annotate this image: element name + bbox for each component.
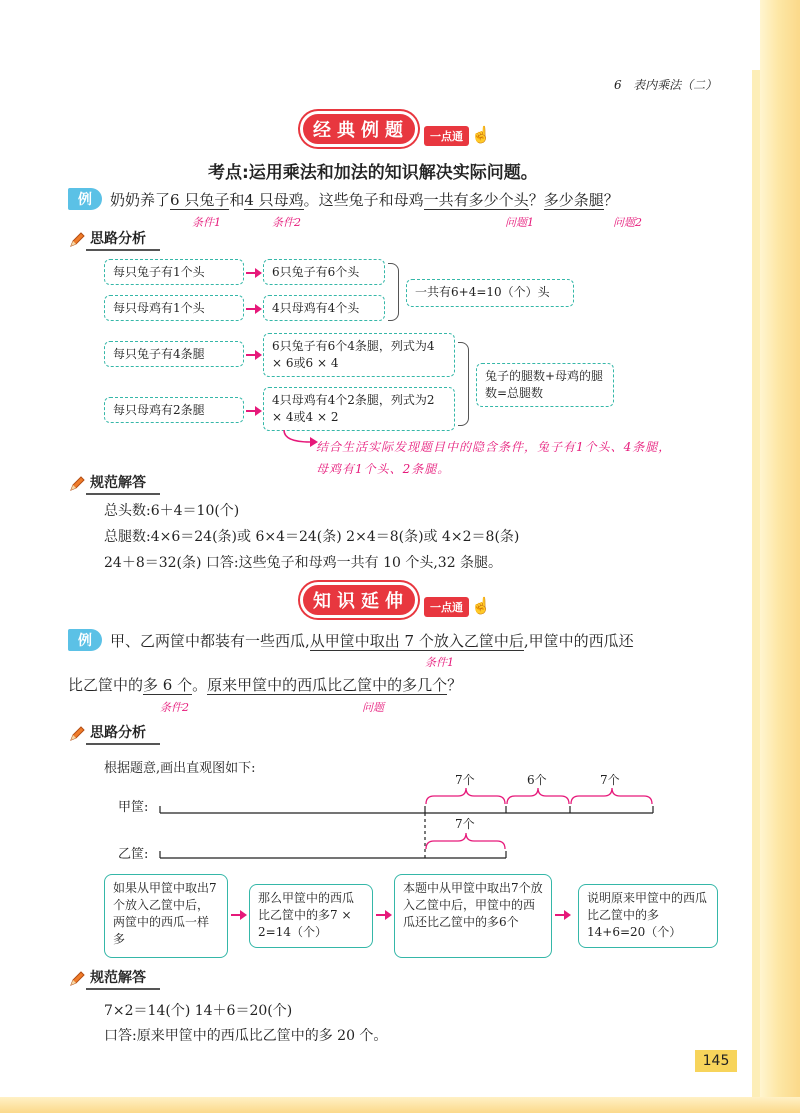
label-question-2: 问题2 xyxy=(613,216,642,229)
answer-line-3: 24＋8＝32(条) 口答:这些兔子和母鸡一共有 10 个头,32 条腿。 xyxy=(104,555,503,571)
condition-2-text: 4 只母鸡 xyxy=(244,190,304,209)
banner-tag: 知 识 延 伸 xyxy=(300,582,418,618)
example-2-question-line-1: 例 甲、乙两筐中都装有一些西瓜,从甲筐中取出 7 个放入乙筐中后,甲筐中的西瓜还 xyxy=(68,629,634,651)
section-answer-1: 规范解答 xyxy=(68,472,160,495)
pencil-icon xyxy=(68,475,86,493)
box-hen-head: 每只母鸡有1个头 xyxy=(104,295,244,321)
section-answer-2: 规范解答 xyxy=(68,967,160,990)
flow-step-1: 如果从甲筐中取出7个放入乙筐中后，两筐中的西瓜一样多 xyxy=(104,874,228,958)
label-question-1: 问题1 xyxy=(505,216,534,229)
flow-step-3: 本题中从甲筐中取出7个放入乙筐中后，甲筐中的西瓜还比乙筐中的多6个 xyxy=(394,874,552,958)
arrow-4 xyxy=(246,410,260,412)
page-edge-inner xyxy=(752,70,760,1113)
hand-pointer-icon: ☝ xyxy=(471,124,491,144)
page-number: 145 xyxy=(695,1050,737,1072)
flow-step-2: 那么甲筐中的西瓜比乙筐中的多7 × 2=14（个） xyxy=(249,884,373,948)
brace-seg4 xyxy=(426,833,505,849)
banner-subtitle: 一点通 xyxy=(424,126,469,146)
banner-subtitle: 一点通 xyxy=(424,597,469,617)
label-condition-1: 条件1 xyxy=(192,216,221,229)
label-condition-2: 条件2 xyxy=(272,216,301,229)
arrow-2 xyxy=(246,308,260,310)
banner-knowledge-extension xyxy=(300,583,491,617)
flow-arrow-2 xyxy=(376,914,390,916)
yi-basket-label: 乙筐: xyxy=(118,847,149,862)
brace-seg1 xyxy=(426,788,505,804)
segment-label-4: 7个 xyxy=(455,817,475,831)
box-hen-legs-total: 4只母鸡有4个2条腿，列式为2 × 4或4 × 2 xyxy=(263,387,455,431)
answer-line-1: 总头数:6＋4＝10(个) xyxy=(104,503,240,519)
segment-label-1: 7个 xyxy=(455,773,475,787)
flow-arrow-3 xyxy=(555,914,569,916)
chapter-title: 表内乘法（二） xyxy=(633,78,718,92)
segment-label-3: 7个 xyxy=(600,773,620,787)
condition-2-text: 多 6 个 xyxy=(143,676,193,694)
segment-label-2: 6个 xyxy=(527,773,547,787)
brace-1 xyxy=(388,263,399,321)
hand-pointer-icon: ☝ xyxy=(471,595,491,615)
label-condition-2: 条件2 xyxy=(160,701,189,714)
box-rabbit-heads-total: 6只兔子有6个头 xyxy=(263,259,385,285)
box-total-heads: 一共有6+4=10（个）头 xyxy=(406,279,574,307)
segment-diagram xyxy=(150,768,670,864)
flow-arrow-1 xyxy=(231,914,245,916)
answer-2-line-2: 口答:原来甲筐中的西瓜比乙筐中的多 20 个。 xyxy=(104,1028,388,1044)
example-2-question-line-2: 比乙筐中的多 6 个。原来甲筐中的西瓜比乙筐中的多几个？ xyxy=(68,676,463,694)
example-tag: 例 xyxy=(68,188,102,210)
box-rabbit-legs: 每只兔子有4条腿 xyxy=(104,341,244,367)
question-1-text: 一共有多少个头 xyxy=(423,190,529,209)
banner-classic-example xyxy=(300,112,491,146)
pencil-icon xyxy=(68,725,86,743)
example-1-question: 例 奶奶养了6 只兔子和4 只母鸡。这些兔子和母鸡一共有多少个头？多少条腿？ xyxy=(68,188,619,210)
chapter-number: 6 xyxy=(614,78,622,92)
note-arrow-icon xyxy=(280,430,320,450)
brace-seg3 xyxy=(571,788,652,804)
banner-tag: 经 典 例 题 xyxy=(300,111,418,147)
question-2-text: 多少条腿 xyxy=(543,190,604,209)
section-analysis-1: 思路分析 xyxy=(68,228,160,251)
condition-1-text: 从甲筐中取出 7 个放入乙筐中后 xyxy=(309,631,524,650)
question-text: 原来甲筐中的西瓜比乙筐中的多几个 xyxy=(207,676,448,694)
note-hidden-condition: 结合生活实际发现题目中的隐含条件，兔子有1个头、4条腿，母鸡有1个头、2条腿。 xyxy=(316,440,672,476)
running-header xyxy=(614,76,717,93)
condition-1-text: 6 只兔子 xyxy=(170,190,230,209)
box-hen-legs: 每只母鸡有2条腿 xyxy=(104,397,244,423)
diagram-intro: 根据题意,画出直观图如下: xyxy=(104,761,256,776)
label-question: 问题 xyxy=(362,701,384,714)
example-tag: 例 xyxy=(68,629,102,651)
arrow-3 xyxy=(246,354,260,356)
arrow-1 xyxy=(246,272,260,274)
box-total-legs: 兔子的腿数+母鸡的腿数=总腿数 xyxy=(476,363,614,407)
brace-seg2 xyxy=(507,788,569,804)
brace-2 xyxy=(458,342,469,426)
label-condition-1: 条件1 xyxy=(425,656,454,669)
page-edge-bottom xyxy=(0,1097,800,1113)
box-rabbit-head: 每只兔子有1个头 xyxy=(104,259,244,285)
box-rabbit-legs-total: 6只兔子有6个4条腿，列式为4 × 6或6 × 4 xyxy=(263,333,455,377)
flow-step-4: 说明原来甲筐中的西瓜比乙筐中的多14+6=20（个） xyxy=(578,884,718,948)
answer-line-2: 总腿数:4×6＝24(条)或 6×4＝24(条) 2×4＝8(条)或 4×2＝8(条) xyxy=(104,529,520,545)
pencil-icon xyxy=(68,970,86,988)
section-analysis-2: 思路分析 xyxy=(68,722,160,745)
box-hen-heads-total: 4只母鸡有4个头 xyxy=(263,295,385,321)
page-edge-right xyxy=(760,0,800,1113)
answer-2-line-1: 7×2＝14(个) 14＋6＝20(个) xyxy=(104,1003,293,1019)
key-point: 考点:运用乘法和加法的知识解决实际问题。 xyxy=(208,163,538,183)
jia-basket-label: 甲筐: xyxy=(118,800,149,815)
pencil-icon xyxy=(68,231,86,249)
